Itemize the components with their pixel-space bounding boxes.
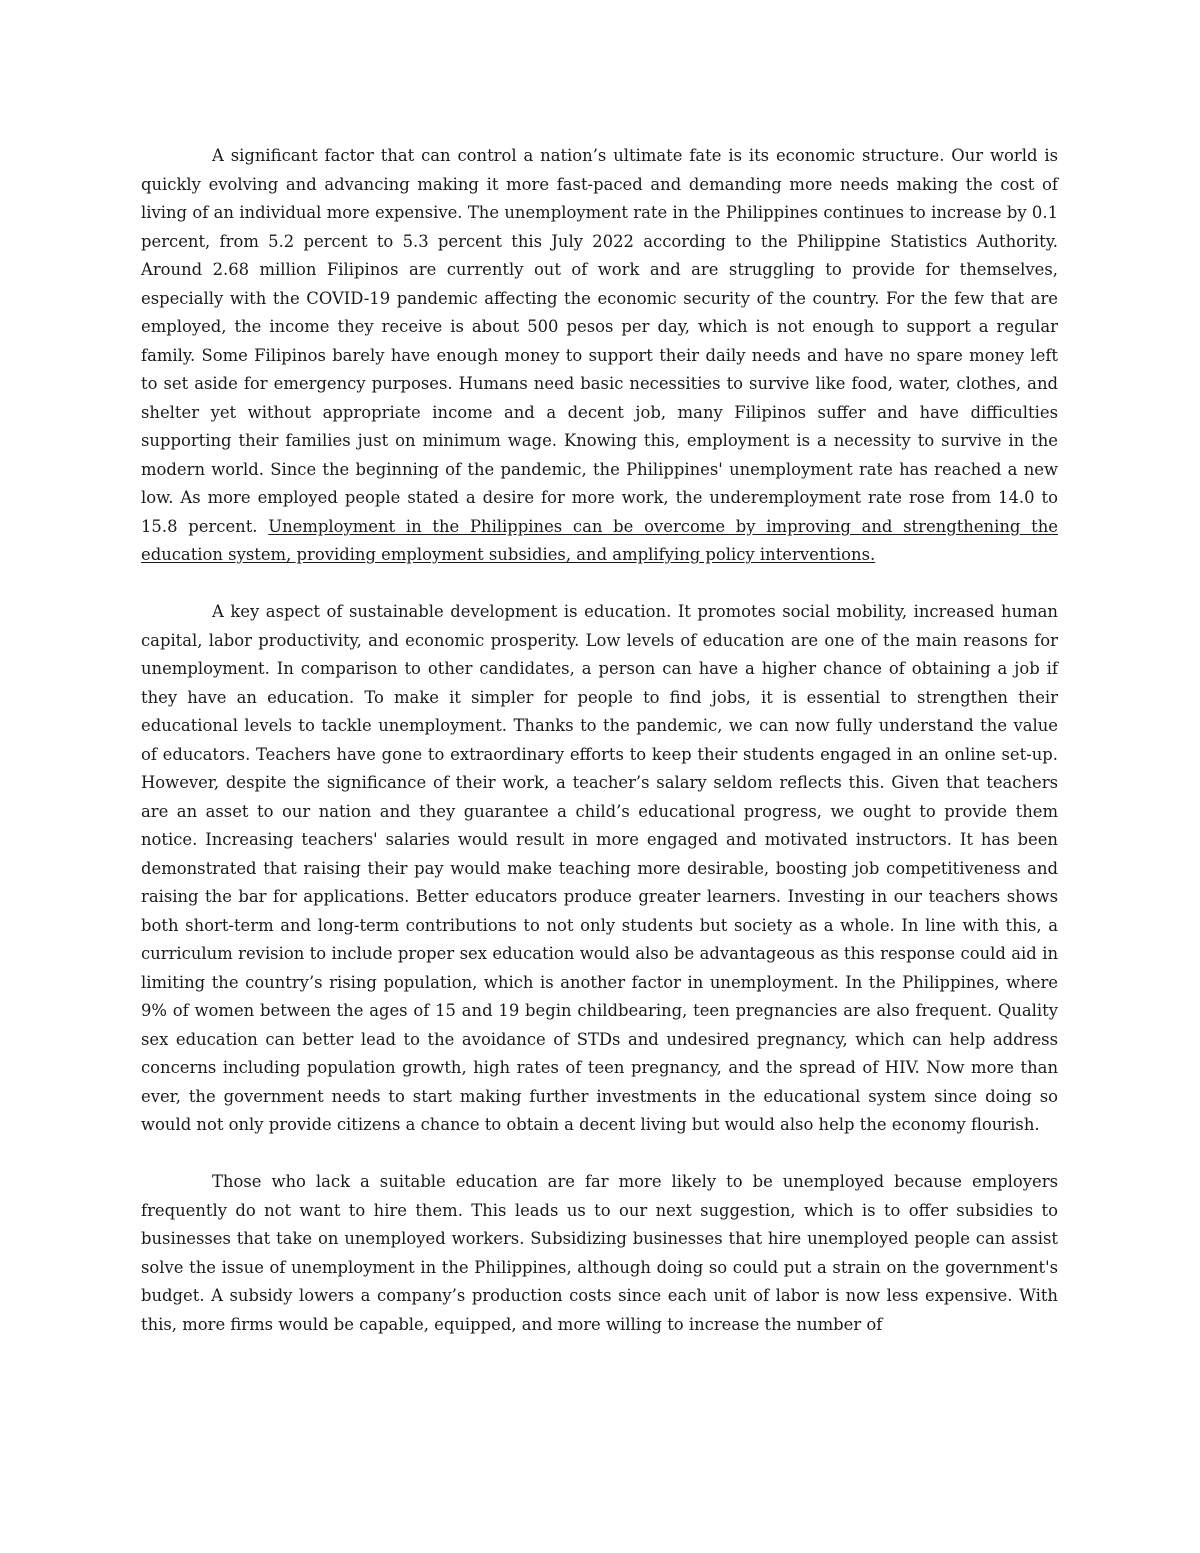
paragraph-education: [141, 598, 1058, 1140]
essay-body: [141, 142, 1058, 1368]
introduction-text: A significant factor that can control a nation’s ultimate fate is its economic structure. Our world is quickly evolving and advancing making it more fast-paced and demanding more needs making the cost of living of an individual more expensive. The unemployment rate in the Philippines continues to increase by 0.1 percent, from 5.2 percent to 5.3 percent this July 2022 according to the Philippine Statistics Authority. Around 2.68 million Filipinos are currently out of work and are struggling to provide for themselves, especially with the COVID-19 pandemic affecting the economic security of the country. For the few that are employed, the income they receive is about 500 pesos per day, which is not enough to support a regular family. Some Filipinos barely have enough money to support their daily needs and have no spare money left to set aside for emergency purposes. Humans need basic necessities to survive like food, water, clothes, and shelter yet without appropriate income and a decent job, many Filipinos suffer and have difficulties supporting their families just on minimum wage. Knowing this, employment is a necessity to survive in the modern world. Since the beginning of the pandemic, the Philippines' unemployment rate has reached a new low. As more employed people stated a desire for more work, the underemployment rate rose from 14.0 to 15.8 percent.: [141, 146, 1058, 536]
thesis-statement: Unemployment in the Philippines can be overcome by improving and strengthening the education system, providing employment subsidies, and amplifying policy interventions.: [141, 516, 1058, 564]
education-text: A key aspect of sustainable development is education. It promotes social mobility, increased human capital, labor productivity, and economic prosperity. Low levels of education are one of the main reasons for unemployment. In comparison to other candidates, a person can have a higher chance of obtaining a job if they have an education. To make it simpler for people to find jobs, it is essential to strengthen their educational levels to tackle unemployment. Thanks to the pandemic, we can now fully understand the value of educators. Teachers have gone to extraordinary efforts to keep their students engaged in an online set-up. However, despite the significance of their work, a teacher’s salary seldom reflects this. Given that teachers are an asset to our nation and they guarantee a child’s educational progress, we ought to provide them notice. Increasing teachers' salaries would result in more engaged and motivated instructors. It has been demonstrated that raising their pay would make teaching more desirable, boosting job competitiveness and raising the bar for applications. Better educators produce greater learners. Investing in our teachers shows both short-term and long-term contributions to not only students but society as a whole. In line with this, a curriculum revision to include proper sex education would also be advantageous as this response could aid in limiting the country’s rising population, which is another factor in unemployment. In the Philippines, where 9% of women between the ages of 15 and 19 begin childbearing, teen pregnancies are also frequent. Quality sex education can better lead to the avoidance of STDs and undesired pregnancy, which can help address concerns including population growth, high rates of teen pregnancy, and the spread of HIV. Now more than ever, the government needs to start making further investments in the educational system since doing so would not only provide citizens a chance to obtain a decent living but would also help the economy flourish.: [141, 602, 1058, 1134]
paragraph-introduction: [141, 142, 1058, 570]
subsidies-text: Those who lack a suitable education are far more likely to be unemployed because employers frequently do not want to hire them. This leads us to our next suggestion, which is to offer subsidies to businesses that take on unemployed workers. Subsidizing businesses that hire unemployed people can assist solve the issue of unemployment in the Philippines, although doing so could put a strain on the government's budget. A subsidy lowers a company’s production costs since each unit of labor is now less expensive. With this, more firms would be capable, equipped, and more willing to increase the number of: [141, 1172, 1058, 1334]
paragraph-subsidies: [141, 1168, 1058, 1339]
